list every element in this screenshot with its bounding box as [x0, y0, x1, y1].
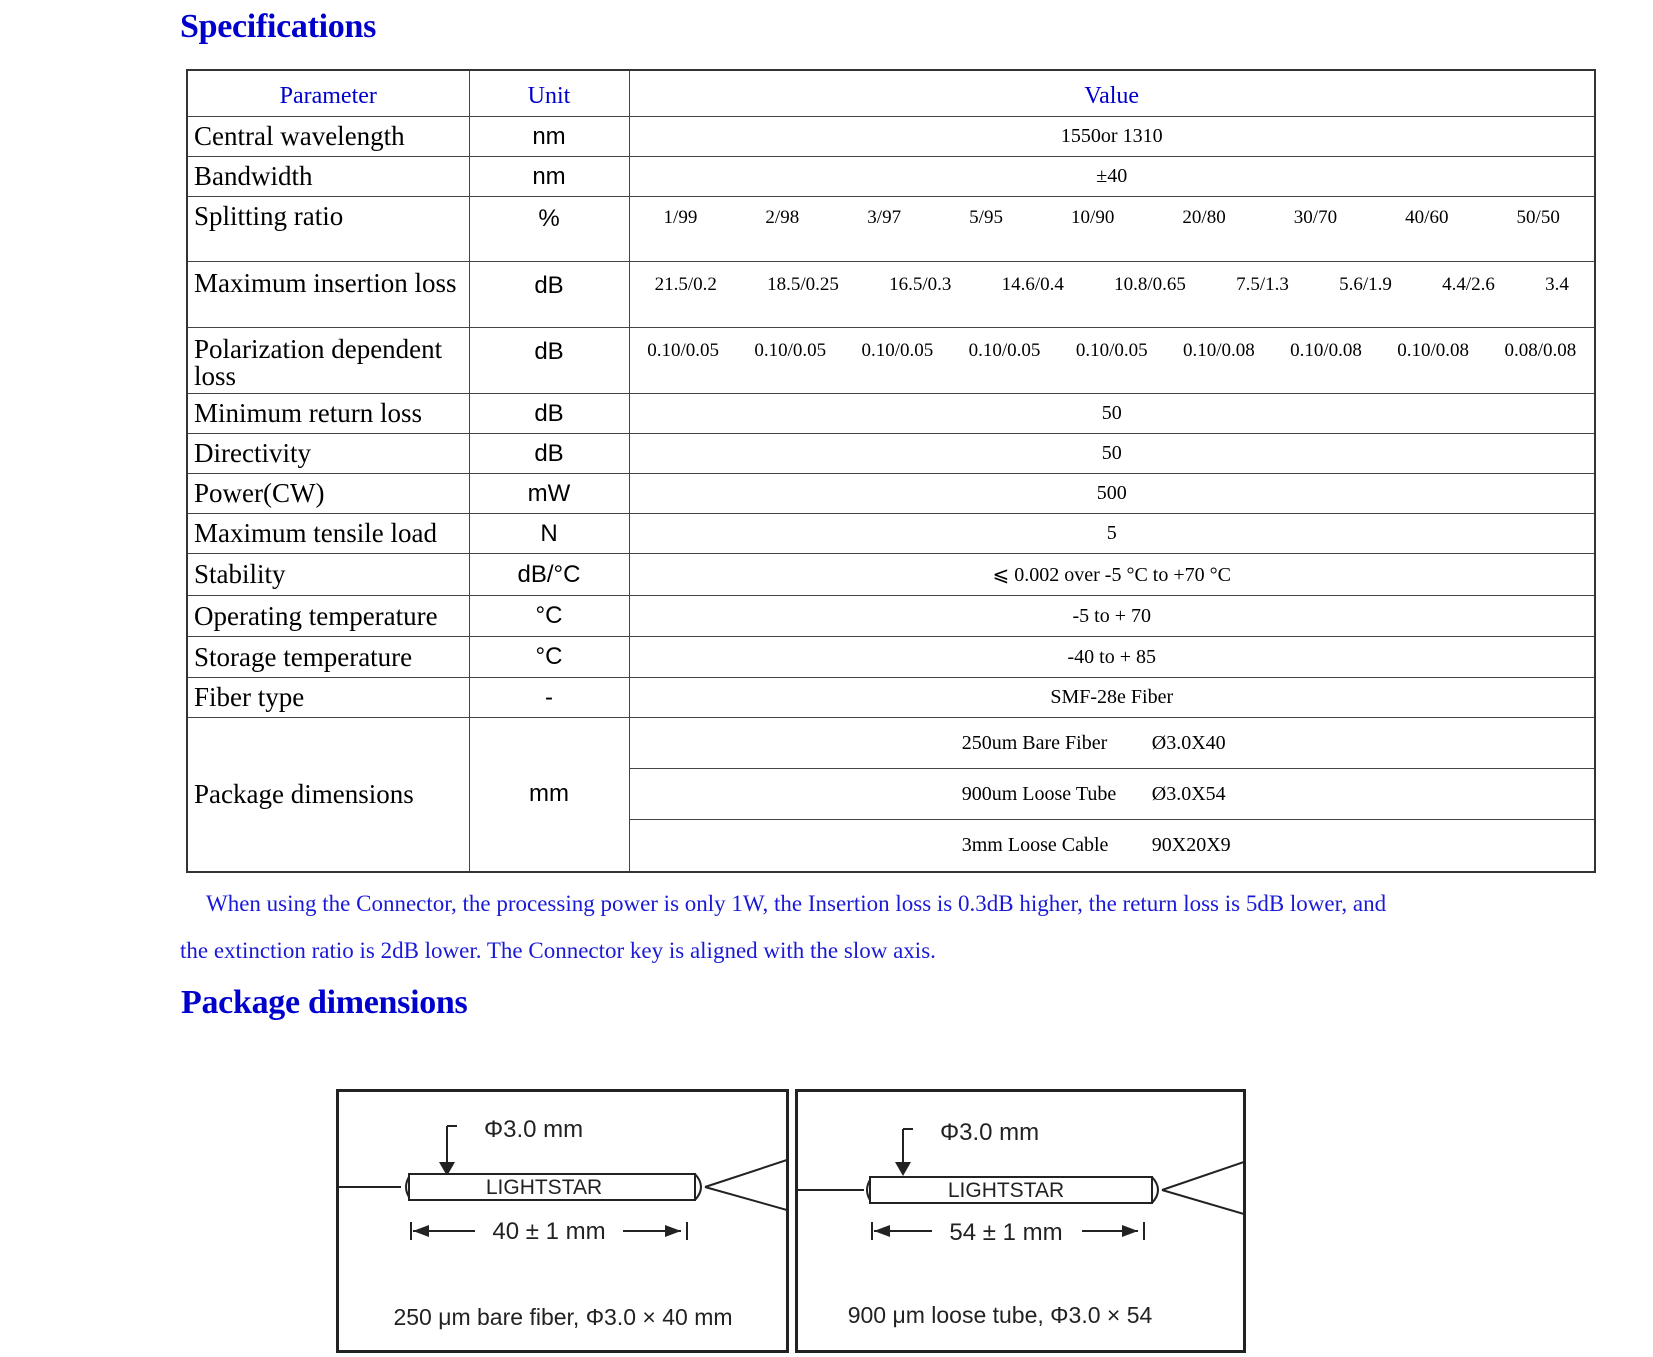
- connector-note-line1: When using the Connector, the processing power is only 1W, the Insertion loss is 0.3dB higher, the return loss is 5dB lower, and: [206, 891, 1387, 916]
- table-row: [187, 474, 1595, 514]
- diameter-label: Φ3.0 mm: [940, 1119, 1040, 1146]
- ratio-cell: 40/60: [1405, 207, 1449, 228]
- ratio-cell: 30/70: [1293, 207, 1338, 228]
- ratio-cell: 5/95: [969, 207, 1003, 228]
- fiber-pigtails: [705, 1160, 787, 1210]
- arrow-down-icon: [895, 1162, 911, 1176]
- specifications-table: [186, 69, 1596, 873]
- insertion-loss-cell: 7.5/1.3: [1236, 274, 1289, 295]
- table-row: [187, 637, 1595, 678]
- param-central-wavelength: Central wavelength: [187, 117, 469, 157]
- table-row: [187, 434, 1595, 474]
- ratio-cell: 10/90: [1071, 207, 1115, 228]
- table-row: [187, 596, 1595, 637]
- param-bandwidth: Bandwidth: [187, 157, 469, 197]
- diameter-label: Φ3.0 mm: [484, 1116, 584, 1143]
- table-row: [187, 514, 1595, 554]
- insertion-loss-cell: 16.5/0.3: [889, 274, 952, 295]
- ratio-cell: 20/80: [1182, 207, 1226, 228]
- value-min-return-loss: 50: [629, 394, 1595, 434]
- value-power: 500: [629, 474, 1595, 514]
- unit-max-tensile-load: N: [469, 514, 629, 554]
- ratio-cell: 1/99: [663, 207, 698, 228]
- brand-label: LIGHTSTAR: [485, 1176, 603, 1199]
- fiber-pigtails: [1162, 1162, 1244, 1214]
- pdl-cell: 0.10/0.08: [1397, 340, 1470, 361]
- insertion-loss-cell: 10.8/0.65: [1114, 274, 1186, 295]
- arrow-left-icon: [874, 1225, 890, 1237]
- pdl-cell: 0.10/0.05: [754, 340, 827, 361]
- param-max-tensile-load: Maximum tensile load: [187, 514, 469, 554]
- table-row: [187, 554, 1595, 596]
- ratio-cell: 3/97: [867, 207, 902, 228]
- unit-max-insertion-loss: dB: [469, 262, 629, 328]
- param-operating-temp: Operating temperature: [187, 596, 469, 637]
- insertion-loss-cell: 4.4/2.6: [1442, 274, 1495, 295]
- table-row: [187, 117, 1595, 157]
- length-label: 40 ± 1 mm: [492, 1218, 606, 1245]
- value-max-tensile-load: 5: [629, 514, 1595, 554]
- unit-stability: dB/°C: [469, 554, 629, 596]
- insertion-loss-cell: 18.5/0.25: [767, 274, 839, 295]
- pdl-cell: 0.10/0.05: [1075, 340, 1148, 361]
- table-header-row: [187, 70, 1595, 117]
- pdl-cell: 0.10/0.05: [861, 340, 934, 361]
- pdl-cell: 0.08/0.08: [1504, 340, 1577, 361]
- pdl-cell: 0.10/0.08: [1290, 340, 1362, 361]
- insertion-loss-cell: 3.4: [1545, 274, 1569, 295]
- package-option: [630, 768, 1595, 820]
- param-fiber-type: Fiber type: [187, 678, 469, 718]
- ratio-cell: 50/50: [1516, 207, 1560, 228]
- param-max-insertion-loss: Maximum insertion loss: [187, 262, 469, 328]
- package-option-label: 3mm Loose Cable: [961, 833, 1109, 856]
- arrow-right-icon: [1122, 1225, 1138, 1237]
- unit-pdl: dB: [469, 328, 629, 394]
- unit-directivity: dB: [469, 434, 629, 474]
- table-row: [187, 394, 1595, 434]
- value-operating-temp: -5 to + 70: [629, 596, 1595, 637]
- package-option-label: 250um Bare Fiber: [961, 731, 1108, 754]
- pdl-cell: 0.10/0.08: [1182, 340, 1255, 361]
- unit-splitting-ratio: %: [469, 197, 629, 262]
- param-directivity: Directivity: [187, 434, 469, 474]
- table-row: [187, 262, 1595, 328]
- param-storage-temp: Storage temperature: [187, 637, 469, 678]
- diagram-caption: 900 μm loose tube, Φ3.0 × 54: [847, 1302, 1153, 1328]
- package-option-label: 900um Loose Tube: [961, 782, 1117, 805]
- value-pdl: [629, 328, 1595, 394]
- unit-power: mW: [469, 474, 629, 514]
- table-row: [187, 157, 1595, 197]
- value-central-wavelength: 1550or 1310: [629, 117, 1595, 157]
- table-row: [187, 718, 1595, 872]
- param-package-dimensions: Package dimensions: [187, 718, 469, 872]
- table-row: [187, 197, 1595, 262]
- package-dimensions-heading: Package dimensions: [181, 984, 468, 1021]
- param-splitting-ratio: Splitting ratio: [187, 197, 469, 262]
- brand-label: LIGHTSTAR: [947, 1179, 1065, 1202]
- unit-fiber-type: -: [469, 678, 629, 718]
- table-row: [187, 328, 1595, 394]
- diagram-250um-bare-fiber: [336, 1089, 789, 1353]
- value-max-insertion-loss: [629, 262, 1595, 328]
- table-row: [187, 678, 1595, 718]
- ratio-cell: 2/98: [765, 207, 800, 228]
- length-label: 54 ± 1 mm: [949, 1219, 1063, 1246]
- unit-min-return-loss: dB: [469, 394, 629, 434]
- value-storage-temp: -40 to + 85: [629, 637, 1595, 678]
- unit-central-wavelength: nm: [469, 117, 629, 157]
- value-bandwidth: ±40: [629, 157, 1595, 197]
- param-stability: Stability: [187, 554, 469, 596]
- package-option: [630, 820, 1595, 870]
- unit-bandwidth: nm: [469, 157, 629, 197]
- specifications-heading: Specifications: [180, 8, 377, 45]
- insertion-loss-cell: 14.6/0.4: [1001, 274, 1064, 295]
- unit-package-dimensions: mm: [469, 718, 629, 872]
- header-value: Value: [629, 70, 1595, 117]
- param-pdl: Polarization dependent loss: [187, 328, 469, 394]
- diagram-caption: 250 μm bare fiber, Φ3.0 × 40 mm: [393, 1304, 733, 1330]
- package-option: [630, 718, 1595, 768]
- package-option-dim: Ø3.0X54: [1151, 782, 1226, 805]
- value-package-dimensions: [629, 718, 1595, 872]
- insertion-loss-cell: 5.6/1.9: [1339, 274, 1392, 295]
- arrow-right-icon: [665, 1225, 681, 1237]
- unit-storage-temp: °C: [469, 637, 629, 678]
- pdl-cell: 0.10/0.05: [647, 340, 719, 361]
- pdl-cell: 0.10/0.05: [968, 340, 1041, 361]
- value-splitting-ratio: [629, 197, 1595, 262]
- diagram-drawing: [798, 1092, 1244, 1351]
- param-min-return-loss: Minimum return loss: [187, 394, 469, 434]
- header-parameter: Parameter: [187, 70, 469, 117]
- arrow-left-icon: [413, 1225, 429, 1237]
- diagram-drawing: [339, 1092, 787, 1351]
- package-option-dim: Ø3.0X40: [1151, 731, 1226, 754]
- insertion-loss-cell: 21.5/0.2: [654, 274, 717, 295]
- unit-operating-temp: °C: [469, 596, 629, 637]
- value-fiber-type: SMF-28e Fiber: [629, 678, 1595, 718]
- param-power: Power(CW): [187, 474, 469, 514]
- value-directivity: 50: [629, 434, 1595, 474]
- package-option-dim: 90X20X9: [1151, 833, 1231, 856]
- connector-note-line2: the extinction ratio is 2dB lower. The Connector key is aligned with the slow axis.: [180, 938, 936, 963]
- value-stability: ⩽ 0.002 over -5 °C to +70 °C: [629, 554, 1595, 596]
- diagram-900um-loose-tube: [795, 1089, 1246, 1353]
- header-unit: Unit: [469, 70, 629, 117]
